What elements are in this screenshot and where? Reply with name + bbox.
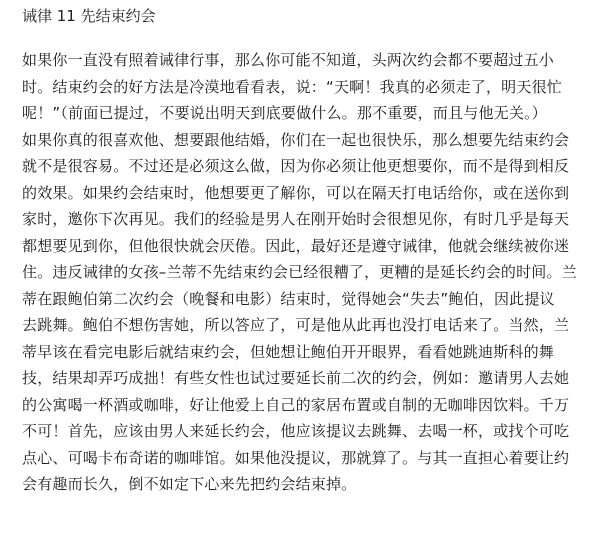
section-title: 诫律 11 先结束约会 (22, 7, 156, 25)
text-line: 点心、可喝卡布奇诺的咖啡馆。如果他没提议，那就算了。与其一直担心着要让约 (22, 448, 570, 467)
text-line: 家时，邀你下次再见。我们的经验是男人在刚开始时会很想见你，有时几乎是每天 (22, 210, 570, 228)
text-line: 的公寓喝一杯酒或咖啡，好让他爱上自己的家居布置或自制的无咖啡因饮料。千万 (22, 395, 570, 414)
text-line: 去跳舞。鲍伯不想伤害她，所以答应了，可是他从此再也没打电话来了。当然，兰 (22, 316, 570, 334)
text-line: 的效果。如果约会结束时，他想要更了解你，可以在隔天打电话给你，或在送你到 (22, 183, 570, 202)
text-line: 呢！”（前面已提过，不要说出明天到底要做什么。那不重要，而且与他无关。） (22, 104, 547, 122)
text-line: 如果你真的很喜欢他、想要跟他结婚，你们在一起也很快乐，那么想要先结束约会 (22, 130, 570, 149)
text-line: 都想要见到你，但他很快就会厌倦。因此，最好还是遵守诫律，他就会继续被你迷 (22, 236, 570, 255)
text-line: 技，结果却弄巧成拙！有些女性也试过要延长前二次的约会，例如：邀请男人去她 (22, 369, 570, 387)
text-line: 不可！首先，应该由男人来延长约会，他应该提议去跳舞、去喝一杯，或找个可吃 (22, 422, 570, 440)
text-line: 蒂早该在看完电影后就结束约会，但她想让鲍伯开开眼界，看看她跳迪斯科的舞 (22, 342, 555, 361)
body-paragraph (22, 47, 592, 498)
text-line: 时。结束约会的好方法是冷漠地看看表，说：“天啊！我真的必须走了，明天很忙 (22, 77, 562, 96)
text-line: 如果你一直没有照着诫律行事，那么你可能不知道，头两次约会都不要超过五小 (22, 51, 555, 69)
text-line: 就不是很容易。不过还是必须这么做，因为你必须让他更想要你，而不是得到相反 (22, 157, 570, 175)
text-line: 会有趣而长久，倒不如定下心来先把约会结束掉。 (22, 475, 357, 493)
text-line: 住。违反诫律的女孩–兰蒂不先结束约会已经很糟了，更糟的是延长约会的时间。兰 (22, 263, 577, 281)
text-line: 蒂在跟鲍伯第二次约会（晚餐和电影）结束时，觉得她会“失去”鲍伯，因此提议 (22, 289, 555, 308)
